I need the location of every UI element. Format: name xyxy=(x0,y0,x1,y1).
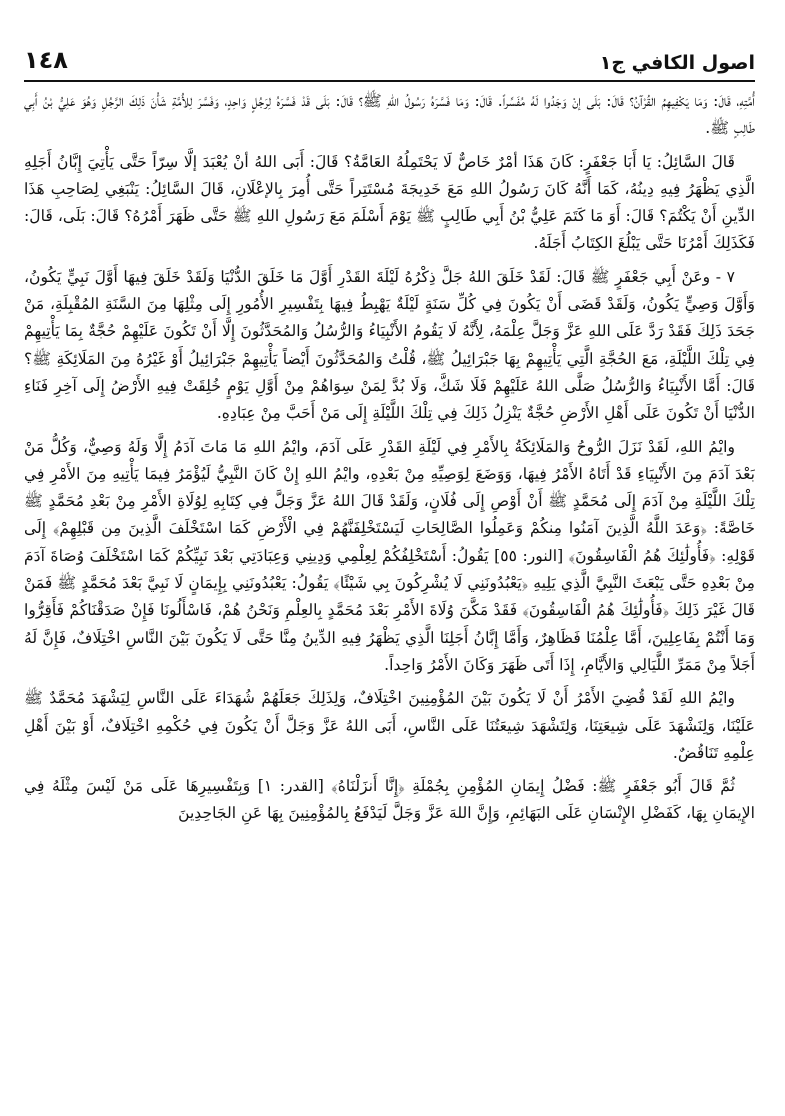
paragraph-4: وايْمُ اللهِ، لَقَدْ نَزَلَ الرُّوحُ وَالمَلَائِكَةُ بِالأَمْرِ فِي لَيْلَةِ القَدْرِ عَلَى آدَمَ، وايْمُ اللهِ مَا مَاتَ آدَمُ إِلَّا وَلَهُ وَصِيٌّ، وَكُلُّ مَنْ بَعْدَ آدَمَ مِنَ الأَنْبِيَاءِ قَدْ أَتَاهُ الأَمْرُ فِيهَا، وَوَضَعَ لِوَصِيِّهِ مِنْ بَعْدِهِ، وايْمُ اللهِ إِنْ كَانَ النَّبِيُّ لَيُؤْمَرُ فِيمَا يَأْتِيهِ مِنَ الأَمْرِ فِي تِلْكَ اللَّيْلَةِ مِنْ آدَمَ إِلَى مُحَمَّدٍ ﷺ أَنْ أَوْصِ إِلَى فُلَانٍ، وَلَقَدْ قَالَ اللهُ عَزَّ وَجَلَّ فِي كِتَابِهِ لِوُلَاةِ الأَمْرِ مِنْ بَعْدِ مُحَمَّدٍ ﷺ خَاصَّةً: ﴿وَعَدَ اللَّهُ الَّذِينَ آمَنُوا مِنكُمْ وَعَمِلُوا الصَّالِحَاتِ لَيَسْتَخْلِفَنَّهُمْ فِي الْأَرْضِ كَمَا اسْتَخْلَفَ الَّذِينَ مِن قَبْلِهِمْ﴾ إِلَى قَوْلِهِ: ﴿فَأُولَٰئِكَ هُمُ الْفَاسِقُونَ﴾ [النور: ٥٥] يَقُولُ: أَسْتَخْلِفُكُمْ لِعِلْمِي وَدِينِي وَعِبَادَتِي بَعْدَ نَبِيِّكُمْ كَمَا اسْتَخْلَفَ وُصَاةَ آدَمَ مِنْ بَعْدِهِ حَتَّى يَبْعَثَ النَّبِيَّ الَّذِي يَلِيهِ ﴿يَعْبُدُونَنِي لَا يُشْرِكُونَ بِي شَيْئًا﴾ يَقُولُ: يَعْبُدُونَنِي بِإِيمَانٍ لَا نَبِيَّ بَعْدَ مُحَمَّدٍ ﷺ فَمَنْ قَالَ غَيْرَ ذَلِكَ ﴿فَأُولَٰئِكَ هُمُ الْفَاسِقُونَ﴾ فَقَدْ مَكَّنَ وُلَاةَ الأَمْرِ بَعْدَ مُحَمَّدٍ بِالعِلْمِ وَنَحْنُ هُمْ، فَاسْأَلُونَا فَإِنْ صَدَقْنَاكُمْ فَأَقِرُّوا وَمَا أَنْتُمْ بِفَاعِلِينَ، أَمَّا عِلْمُنَا فَظَاهِرٌ، وَأَمَّا إِبَّانُ أَجَلِنَا الَّذِي يَظْهَرُ فِيهِ الدِّينُ مِنَّا حَتَّى لَا يَكُونَ بَيْنَ النَّاسِ اخْتِلَافٌ، فَإِنَّ لَهُ أَجَلاً مِنْ مَمَرِّ اللَّيَالِي وَالأَيَّامِ، إِذَا أَتَى ظَهَرَ وَكَانَ الأَمْرُ وَاحِداً. xyxy=(24,437,755,674)
paragraph-3: ٧ - وعَنْ أَبِي جَعْفَرٍ ﷺ قَالَ: لَقَدْ خَلَقَ اللهُ جَلَّ ذِكْرُهُ لَيْلَةَ القَدْرِ أَوَّلَ مَا خَلَقَ الدُّنْيَا وَلَقَدْ خَلَقَ فِيهَا أَوَّلَ نَبِيٍّ يَكُونُ، وَأَوَّلَ وَصِيٍّ يَكُونُ، وَلَقَدْ قَضَى أَنْ يَكُونَ فِي كُلِّ سَنَةٍ لَيْلَةٌ يَهْبِطُ فِيهَا بِتَفْسِيرِ الأُمُورِ إِلَى مِثْلِهَا مِنَ السَّنَةِ المُقْبِلَةِ، مَنْ جَحَدَ ذَلِكَ فَقَدْ رَدَّ عَلَى اللهِ عَزَّ وَجَلَّ عِلْمَهُ، لِأَنَّهُ لَا يَقُومُ الأَنْبِيَاءُ وَالرُّسُلُ وَالمُحَدَّثُونَ إِلَّا أَنْ تَكُونَ عَلَيْهِمْ حُجَّةٌ بِمَا يَأْتِيهِمْ فِي تِلْكَ اللَّيْلَةِ، مَعَ الحُجَّةِ الَّتِي يَأْتِيهِمْ بِهَا جَبْرَائِيلُ ﷺ، قُلْتُ وَالمُحَدَّثُونَ أَيْضاً يَأْتِيهِمْ جَبْرَائِيلُ أَوْ غَيْرُهُ مِنَ المَلَائِكَةِ ﷺ؟ قَالَ: أَمَّا الأَنْبِيَاءُ وَالرُّسُلُ صَلَّى اللهُ عَلَيْهِمْ فَلَا شَكَّ، وَلَا بُدَّ لِمَنْ سِوَاهُمْ مِنْ أَوَّلِ يَوْمٍ خُلِقَتْ فِيهِ الأَرْضُ إِلَى آخِرِ فَنَاءِ الدُّنْيَا أَنْ تَكُونَ عَلَى أَهْلِ الأَرْضِ حُجَّةٌ يَنْزِلُ ذَلِكَ فِي تِلْكَ اللَّيْلَةِ إِلَى مَنْ أَحَبَّ مِنْ عِبَادِهِ. xyxy=(24,267,755,423)
body-text xyxy=(24,88,755,1106)
paragraph-1: أُمَّتِهِ، قَالَ: وَمَا يَكْفِيهِمُ القُرْآنُ؟ قَالَ: بَلَى إنْ وَجَدُوا لَهُ مُفَسِّراً. قَالَ: وَمَا فَسَّرَهُ رَسُولُ اللهِ ﷺ؟ قَالَ: بَلَى قَدْ فَسَّرَهُ لِرَجُلٍ وَاحِدٍ، وَفَسَّرَ لِلأُمَّةِ شَأْنَ ذَلِكَ الرَّجُلِ وَهُوَ عَلِيُّ بْنُ أَبِي طَالِبٍ ﷺ. xyxy=(24,92,755,138)
paragraph-6: ثُمَّ قَالَ أَبُو جَعْفَرٍ ﷺ: فَضْلُ إِيمَانِ المُؤْمِنِ بِجُمْلَةِ ﴿إِنَّا أَنزَلْنَاهُ﴾ [القدر: ١] وَبِتَفْسِيرِهَا عَلَى مَنْ لَيْسَ مِثْلَهُ فِي الإِيمَانِ بِهَا، كَفَضْلِ الإِنْسَانِ عَلَى البَهَائِمِ، وَإِنَّ اللهَ عَزَّ وَجَلَّ لَيَدْفَعُ بِالمُؤْمِنِينَ بِهَا عَنِ الجَاحِدِينَ xyxy=(24,777,755,823)
page-header xyxy=(24,34,755,74)
running-title: اصول الكافي ج١ xyxy=(599,52,755,74)
paragraph-2: قَالَ السَّائِلُ: يَا أَبَا جَعْفَرٍ: كَانَ هَذَا أمْرٌ خَاصٌّ لَا يَحْتَمِلُهُ العَامَّةُ؟ قَالَ: أَبَى اللهُ أنْ يُعْبَدَ إلَّا سِرّاً حَتَّى يَأْتِيَ إِبَّانُ أَجَلِهِ الَّذِي يَظْهَرُ فِيهِ دِينُهُ، كَمَا أَنَّهُ كَانَ رَسُولُ اللهِ مَعَ خَدِيجَةَ مُسْتَتِراً حَتَّى أُمِرَ بِالإعْلَانِ، قَالَ السَّائِلُ: يَنْبَغِي لِصَاحِبِ هَذَا الدِّينِ أَنْ يَكْتُمَ؟ قَالَ: أَوَ مَا كَتَمَ عَلِيُّ بْنُ أَبِي طَالِبٍ ﷺ يَوْمَ أَسْلَمَ مَعَ رَسُولِ اللهِ ﷺ حَتَّى ظَهَرَ أَمْرُهُ؟ قَالَ: بَلَى، قَالَ: فَكَذَلِكَ أَمْرُنَا حَتَّى يَبْلُغَ الكِتَابُ أَجَلَهُ. xyxy=(24,152,755,253)
paragraph-5: وايْمُ اللهِ لَقَدْ قُضِيَ الأَمْرُ أَنْ لَا يَكُونَ بَيْنَ المُؤْمِنِينَ اخْتِلَافٌ، وَلِذَلِكَ جَعَلَهُمْ شُهَدَاءَ عَلَى النَّاسِ لِيَشْهَدَ مُحَمَّدٌ ﷺ عَلَيْنَا، وَلِنَشْهَدَ عَلَى شِيعَتِنَا، وَلِتَشْهَدَ شِيعَتُنَا عَلَى النَّاسِ، أَبَى اللهُ عَزَّ وَجَلَّ أَنْ يَكُونَ فِي حُكْمِهِ اخْتِلَافٌ، أَوْ بَيْنَ أَهْلِ عِلْمِهِ تَنَاقُضٌ. xyxy=(24,689,755,762)
page-number: ١٤٨ xyxy=(24,46,68,74)
header-rule xyxy=(24,80,755,82)
